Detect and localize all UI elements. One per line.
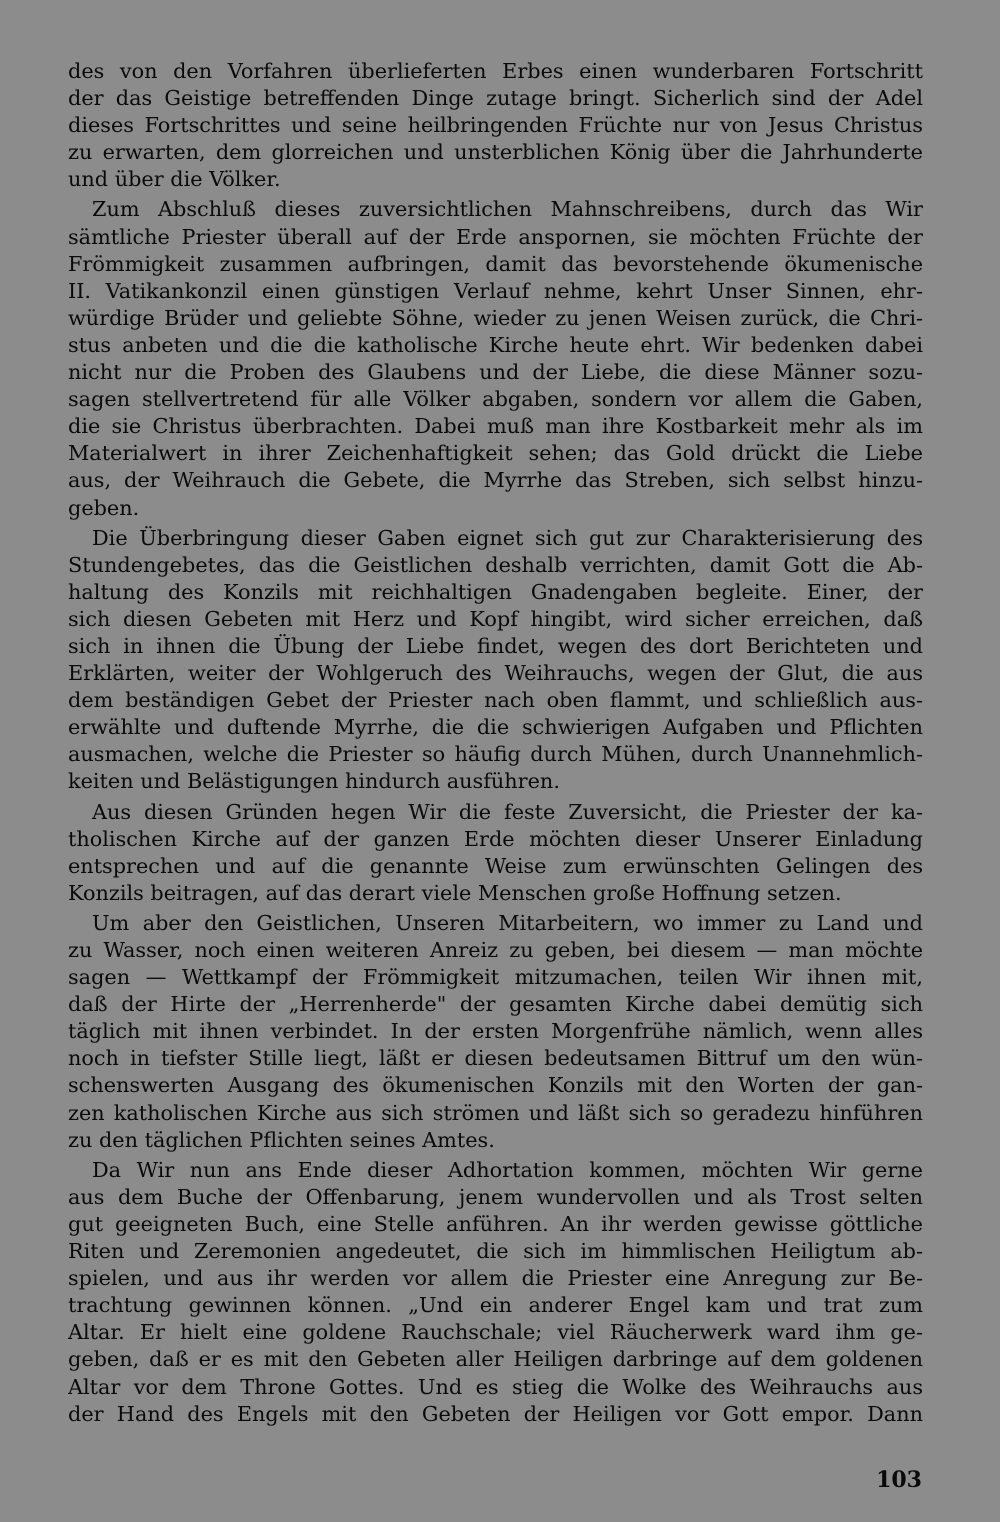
text-line: des von den Vorfahren überlieferten Erbes einen wunderbaren Fortschritt xyxy=(68,59,923,83)
text-line: zu den täglichen Pflichten seines Amtes. xyxy=(68,1127,495,1152)
text-line: Altar. Er hielt eine goldene Rauchschale; viel Räucherwerk ward ihm ge- xyxy=(68,1320,923,1345)
text-line: dieses Fortschrittes und seine heilbringenden Früchte nur von Jesus Christus xyxy=(68,113,923,138)
text-line: die sie Christus überbrachten. Dabei muß man ihre Kostbarkeit mehr als im xyxy=(68,414,923,439)
text-line: dem beständigen Gebet der Priester nach oben flammt, und schließlich aus- xyxy=(68,688,923,713)
text-line: Die Überbringung dieser Gaben eignet sich gut zur Charakterisierung des xyxy=(92,525,923,550)
text-line: Frömmigkeit zusammen aufbringen, damit das bevorstehende ökumenische xyxy=(68,251,923,276)
text-line: aus, der Weihrauch die Gebete, die Myrrhe das Streben, sich selbst hinzu- xyxy=(68,468,923,493)
text-line: Konzils beitragen, auf das derart viele Menschen große Hoffnung setzen. xyxy=(68,880,842,905)
text-line: sämtliche Priester überall auf der Erde anspornen, sie möchten Früchte der xyxy=(68,224,923,249)
paragraph xyxy=(68,58,923,193)
text-line: tholischen Kirche auf der ganzen Erde möchten dieser Unserer Einladung xyxy=(68,826,923,851)
text-line: nicht nur die Proben des Glaubens und der Liebe, die diese Männer sozu- xyxy=(68,360,923,385)
text-line: täglich mit ihnen verbindet. In der ersten Morgenfrühe nämlich, wenn alles xyxy=(68,1019,923,1044)
text-line: Zum Abschluß dieses zuversichtlichen Mahnschreibens, durch das Wir xyxy=(92,197,923,222)
text-line: zu Wasser, noch einen weiteren Anreiz zu geben, bei diesem — man möchte xyxy=(68,938,923,962)
text-line: gut geeigneten Buch, eine Stelle anführen. An ihr werden gewisse göttliche xyxy=(68,1211,923,1236)
paragraph xyxy=(68,799,923,907)
text-line: Stundengebetes, das die Geistlichen deshalb verrichten, damit Gott die Ab- xyxy=(68,552,923,577)
text-line: Materialwert in ihrer Zeichenhaftigkeit sehen; das Gold drückt die Liebe xyxy=(68,441,923,466)
page-number: 103 xyxy=(876,1467,922,1493)
text-line: Erklärten, weiter der Wohlgeruch des Weihrauchs, wegen der Glut, die aus xyxy=(68,661,923,686)
text-line: geben. xyxy=(68,495,140,520)
text-line: ausmachen, welche die Priester so häufig durch Mühen, durch Unannehmlich- xyxy=(68,742,923,767)
text-line: sagen — Wettkampf der Frömmigkeit mitzumachen, teilen Wir ihnen mit, xyxy=(68,965,923,990)
paragraph xyxy=(68,196,923,521)
text-line: würdige Brüder und geliebte Söhne, wieder zu jenen Weisen zurück, die Chri- xyxy=(68,305,923,330)
text-line: aus dem Buche der Offenbarung, jenem wundervollen und als Trost selten xyxy=(68,1184,923,1209)
text-line: Altar vor dem Throne Gottes. Und es stieg die Wolke des Weihrauchs aus xyxy=(68,1374,923,1399)
text-line: schenswerten Ausgang des ökumenischen Konzils mit den Worten der gan- xyxy=(68,1073,923,1098)
text-line: und über die Völker. xyxy=(68,167,281,192)
text-line: daß der Hirte der „Herrenherde" der gesamten Kirche dabei demütig sich xyxy=(68,992,923,1017)
text-line: geben, daß er es mit den Gebeten aller Heiligen darbringe auf dem goldenen xyxy=(68,1347,923,1372)
text-line: sich diesen Gebeten mit Herz und Kopf hingibt, wird sicher erreichen, daß xyxy=(68,606,923,631)
text-line: Da Wir nun ans Ende dieser Adhortation kommen, möchten Wir gerne xyxy=(92,1157,923,1182)
text-line: keiten und Belästigungen hindurch ausführen. xyxy=(68,769,560,794)
text-line: stus anbeten und die die katholische Kirche heute ehrt. Wir bedenken dabei xyxy=(68,332,923,357)
text-line: Um aber den Geistlichen, Unseren Mitarbeitern, wo immer zu Land und xyxy=(92,910,923,935)
text-line: zu erwarten, dem glorreichen und unsterblichen König über die Jahrhunderte xyxy=(68,140,923,165)
text-line: noch in tiefster Stille liegt, läßt er diesen bedeutsamen Bittruf um den wün- xyxy=(68,1046,923,1071)
text-line: II. Vatikankonzil einen günstigen Verlauf nehme, kehrt Unser Sinnen, ehr- xyxy=(68,278,923,303)
text-line: sagen stellvertretend für alle Völker abgaben, sondern vor allem die Gaben, xyxy=(68,387,923,412)
text-line: entsprechen und auf die genannte Weise zum erwünschten Gelingen des xyxy=(68,853,923,878)
body-text xyxy=(68,58,923,1428)
text-line: Riten und Zeremonien angedeutet, die sich im himmlischen Heiligtum ab- xyxy=(68,1239,923,1264)
text-line: sich in ihnen die Übung der Liebe findet, wegen des dort Berichteten und xyxy=(68,633,923,658)
text-line: der Hand des Engels mit den Gebeten der Heiligen vor Gott empor. Dann xyxy=(68,1401,923,1426)
text-line: erwählte und duftende Myrrhe, die die schwierigen Aufgaben und Pflichten xyxy=(68,715,923,740)
text-line: der das Geistige betreffenden Dinge zutage bringt. Sicherlich sind der Adel xyxy=(68,86,923,111)
paragraph xyxy=(68,525,923,796)
text-line: spielen, und aus ihr werden vor allem die Priester eine Anregung zur Be- xyxy=(68,1266,923,1291)
text-line: trachtung gewinnen können. „Und ein anderer Engel kam und trat zum xyxy=(68,1293,923,1318)
text-line: Aus diesen Gründen hegen Wir die feste Zuversicht, die Priester der ka- xyxy=(92,799,923,824)
paragraph xyxy=(68,910,923,1154)
paragraph xyxy=(68,1157,923,1428)
text-line: haltung des Konzils mit reichhaltigen Gnadengaben begleite. Einer, der xyxy=(68,579,923,604)
text-line: zen katholischen Kirche aus sich strömen und läßt sich so geradezu hinführen xyxy=(68,1100,923,1125)
